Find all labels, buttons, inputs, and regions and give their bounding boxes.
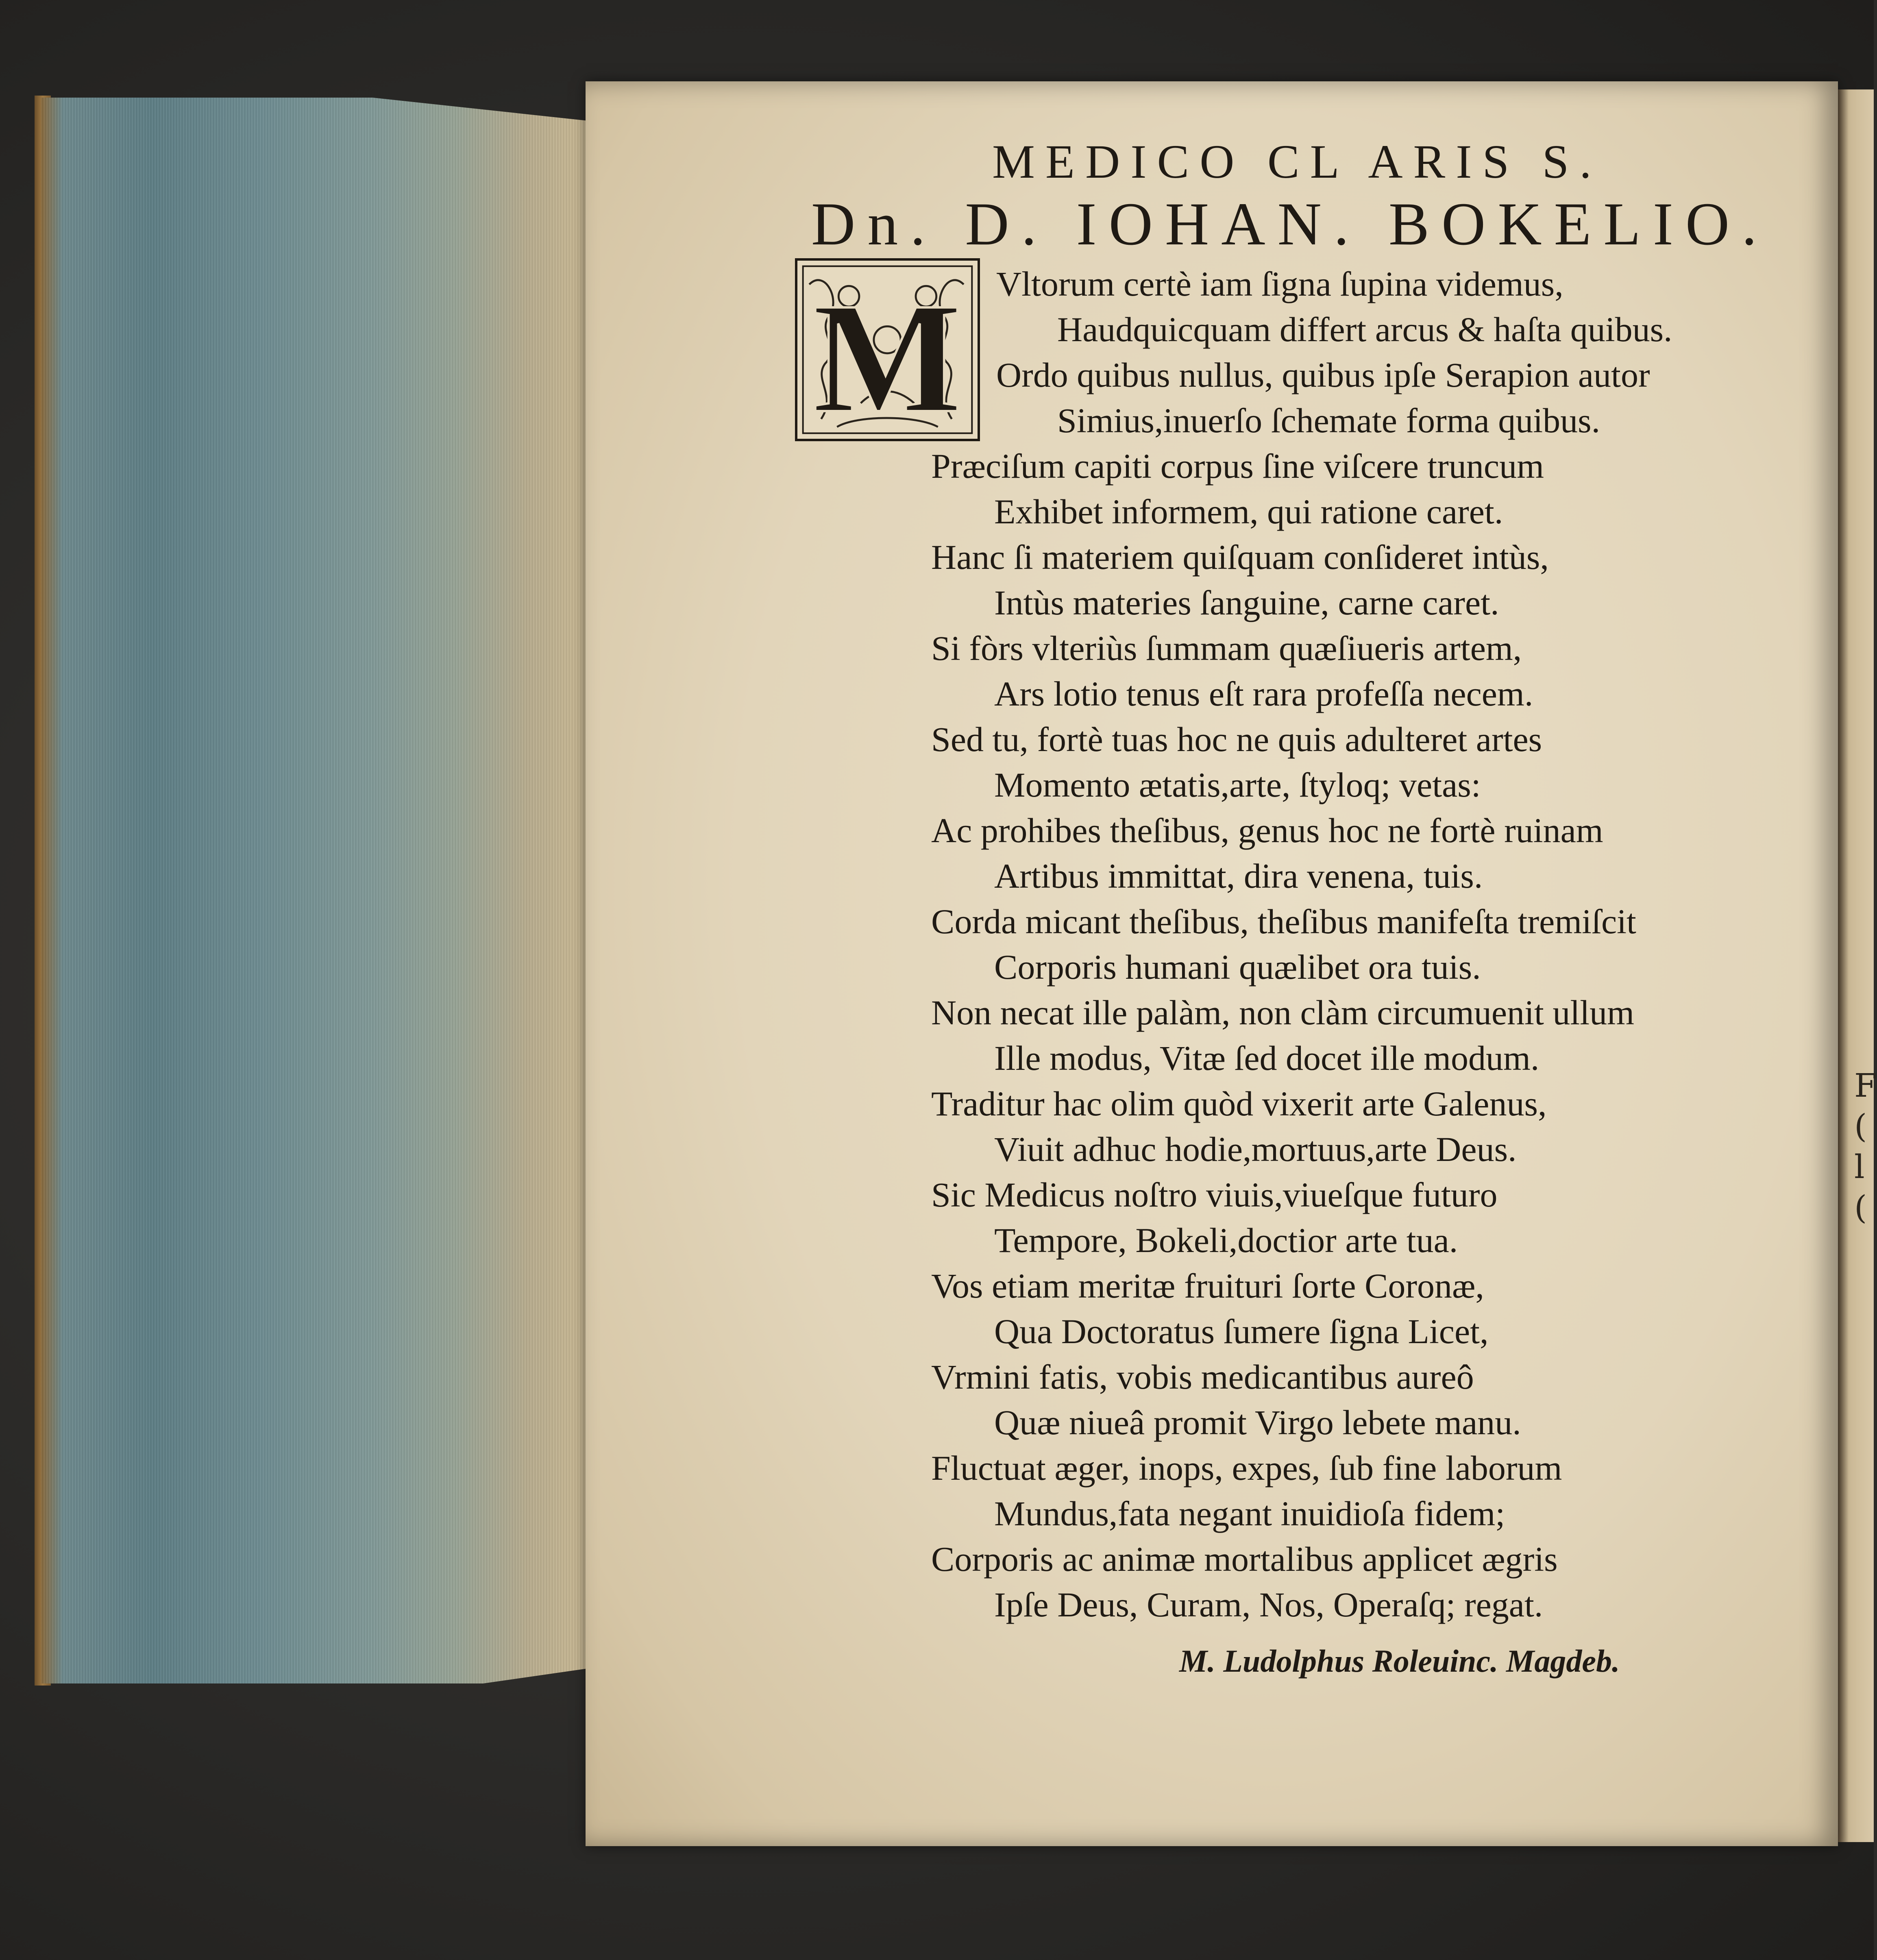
verse-line: Vos etiam meritæ fruituri ſorte Coronæ, xyxy=(931,1266,1484,1305)
verse-line: Ordo quibus nullus, quibus ipſe Serapion autor xyxy=(996,355,1650,394)
verse-line: Si fòrs vlteriùs ſummam quæſiueris artem, xyxy=(931,629,1522,668)
verse-line: Haudquicquam differt arcus & haſta quibus. xyxy=(1057,310,1672,349)
verse-line: Artibus immittat, dira venena, tuis. xyxy=(994,856,1483,895)
book-page-stack xyxy=(41,98,594,1683)
heading-line-2: Dn. D. IOHAN. BOKELIO. xyxy=(811,190,1769,258)
verse-line: Ac prohibes theſibus, genus hoc ne fortè ruinam xyxy=(931,811,1603,850)
verse-line: Exhibet informem, qui ratione caret. xyxy=(994,492,1503,531)
verse-line: Ipſe Deus, Curam, Nos, Operaſq; regat. xyxy=(994,1585,1543,1624)
fragment-char: ( xyxy=(1854,1107,1867,1145)
fragment-char: l xyxy=(1854,1148,1865,1186)
facing-page-edge xyxy=(1838,89,1877,1842)
facing-page-fragments xyxy=(1854,1065,1877,1228)
verse-line: Sed tu, fortè tuas hoc ne quis adulteret artes xyxy=(931,720,1542,759)
decorated-initial-icon xyxy=(795,258,980,446)
author-signature: M. Ludolphus Roleuinc. Magdeb. xyxy=(1179,1643,1620,1679)
verse-line: Vrmini fatis, vobis medicantibus aureô xyxy=(931,1357,1474,1396)
verse-line: Momento ætatis,arte, ſtyloq; vetas: xyxy=(994,765,1481,804)
verse-line: Tempore, Bokeli,doctior arte tua. xyxy=(994,1221,1458,1260)
fragment-char: F xyxy=(1854,1067,1877,1104)
verse-line: Non necat ille palàm, non clàm circumuenit ullum xyxy=(931,993,1635,1032)
verse-line: Hanc ſi materiem quiſquam conſideret intùs, xyxy=(931,538,1549,577)
verse-line: Viuit adhuc hodie,mortuus,arte Deus. xyxy=(994,1130,1517,1169)
verse-line: Simius,inuerſo ſchemate forma quibus. xyxy=(1057,401,1600,440)
verse-line: Præciſum capiti corpus ſine viſcere truncum xyxy=(931,446,1544,486)
heading-line-1: MEDICO CL ARIS S. xyxy=(992,135,1602,188)
fragment-char: ( xyxy=(1854,1189,1867,1226)
verse-line: Qua Doctoratus ſumere ſigna Licet, xyxy=(994,1312,1489,1351)
verse-line: Corporis ac animæ mortalibus applicet ægris xyxy=(931,1540,1558,1579)
verse-line: Corda micant theſibus, theſibus manifeſta tremiſcit xyxy=(931,902,1636,941)
initial-letter: M xyxy=(812,270,962,446)
verse-line: Traditur hac olim quòd vixerit arte Galenus, xyxy=(931,1084,1547,1123)
verse-line: Ars lotio tenus eſt rara profeſſa necem. xyxy=(994,674,1533,713)
verse-line: Ille modus, Vitæ ſed docet ille modum. xyxy=(994,1039,1539,1078)
verse-line: Corporis humani quælibet ora tuis. xyxy=(994,947,1481,987)
verse-line: Fluctuat æger, inops, expes, ſub fine laborum xyxy=(931,1448,1562,1487)
verse-line: Mundus,fata negant inuidioſa fidem; xyxy=(994,1494,1505,1533)
verse-line: Intùs materies ſanguine, carne caret. xyxy=(994,583,1499,622)
verse-line: Sic Medicus noſtro viuis,viueſque futuro xyxy=(931,1175,1498,1214)
verse-line: Quæ niueâ promit Virgo lebete manu. xyxy=(994,1403,1521,1442)
verse-line: Vltorum certè iam ſigna ſupina videmus, xyxy=(996,264,1563,303)
